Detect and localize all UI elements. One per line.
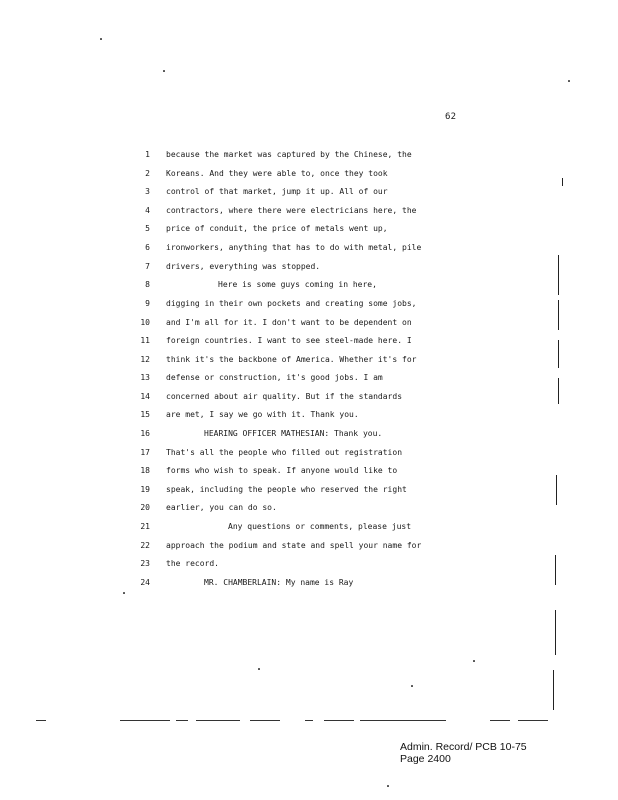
line-text: ironworkers, anything that has to do with metal, pile — [166, 243, 422, 252]
line-number: 24 — [140, 578, 150, 587]
scan-dash — [305, 720, 313, 721]
scan-dash — [250, 720, 280, 721]
line-number: 6 — [145, 243, 150, 252]
line-text: digging in their own pockets and creating some jobs, — [166, 299, 417, 308]
line-number: 8 — [145, 280, 150, 289]
scan-dash — [176, 720, 188, 721]
line-text: That's all the people who filled out registration — [166, 448, 403, 457]
scan-dash — [490, 720, 510, 721]
scan-dash — [196, 720, 240, 721]
line-number: 23 — [140, 559, 150, 568]
scan-dash — [36, 720, 46, 721]
scan-margin-rule — [556, 475, 557, 505]
line-number: 5 — [145, 224, 150, 233]
line-text: price of conduit, the price of metals went up, — [166, 224, 388, 233]
line-number: 12 — [140, 355, 150, 364]
scan-dash — [324, 720, 354, 721]
line-number: 19 — [140, 485, 150, 494]
scan-speck — [123, 592, 125, 594]
line-number: 3 — [145, 187, 150, 196]
line-number: 7 — [145, 262, 150, 271]
line-number: 21 — [140, 522, 150, 531]
line-text: earlier, you can do so. — [166, 503, 277, 512]
scan-margin-rule — [558, 340, 559, 368]
line-number: 2 — [145, 169, 150, 178]
line-number: 4 — [145, 206, 150, 215]
scan-margin-rule — [555, 610, 556, 655]
scan-margin-rule — [558, 300, 559, 330]
line-number: 14 — [140, 392, 150, 401]
line-number: 11 — [140, 336, 150, 345]
admin-record-stamp — [400, 741, 527, 765]
scan-dash — [360, 720, 446, 721]
line-text: foreign countries. I want to see steel-made here. I — [166, 336, 412, 345]
scan-margin-rule — [555, 555, 556, 585]
line-text: HEARING OFFICER MATHESIAN: Thank you. — [204, 429, 383, 438]
line-number: 18 — [140, 466, 150, 475]
line-text: because the market was captured by the Chinese, the — [166, 150, 412, 159]
line-text: the record. — [166, 559, 219, 568]
line-number: 1 — [145, 150, 150, 159]
scan-margin-rule — [553, 670, 554, 710]
line-text: MR. CHAMBERLAIN: My name is Ray — [204, 578, 354, 587]
scan-speck — [568, 80, 570, 82]
line-number: 20 — [140, 503, 150, 512]
scan-speck — [258, 668, 260, 670]
line-number: 15 — [140, 410, 150, 419]
line-text: and I'm all for it. I don't want to be dependent on — [166, 318, 412, 327]
line-text: concerned about air quality. But if the standards — [166, 392, 403, 401]
line-text: forms who wish to speak. If anyone would like to — [166, 466, 398, 475]
line-text: think it's the backbone of America. Whether it's for — [166, 355, 417, 364]
scan-margin-rule — [562, 178, 563, 186]
line-number: 10 — [140, 318, 150, 327]
line-number: 9 — [145, 299, 150, 308]
line-text: defense or construction, it's good jobs. I am — [166, 373, 383, 382]
scan-speck — [100, 38, 102, 40]
scan-dash — [518, 720, 548, 721]
scan-speck — [163, 70, 165, 72]
scan-margin-rule — [558, 255, 559, 295]
line-text: contractors, where there were electricians here, the — [166, 206, 417, 215]
line-number: 17 — [140, 448, 150, 457]
line-text: Here is some guys coming in here, — [218, 280, 377, 289]
scan-speck — [473, 660, 475, 662]
line-text: control of that market, jump it up. All of our — [166, 187, 388, 196]
line-text: drivers, everything was stopped. — [166, 262, 321, 271]
line-text: speak, including the people who reserved the right — [166, 485, 407, 494]
line-number: 16 — [140, 429, 150, 438]
line-text: approach the podium and state and spell your name for — [166, 541, 422, 550]
scan-dash — [120, 720, 170, 721]
line-number: 13 — [140, 373, 150, 382]
page-number: 62 — [445, 112, 457, 122]
scan-margin-rule — [558, 378, 559, 404]
line-text: Any questions or comments, please just — [228, 522, 412, 531]
scan-speck — [387, 785, 389, 787]
line-text: Koreans. And they were able to, once they took — [166, 169, 388, 178]
line-number: 22 — [140, 541, 150, 550]
line-text: are met, I say we go with it. Thank you. — [166, 410, 359, 419]
scan-speck — [411, 685, 413, 687]
admin-record-page: Page 2400 — [400, 753, 451, 765]
admin-record-label: Admin. Record/ PCB 10-75 — [400, 741, 527, 753]
